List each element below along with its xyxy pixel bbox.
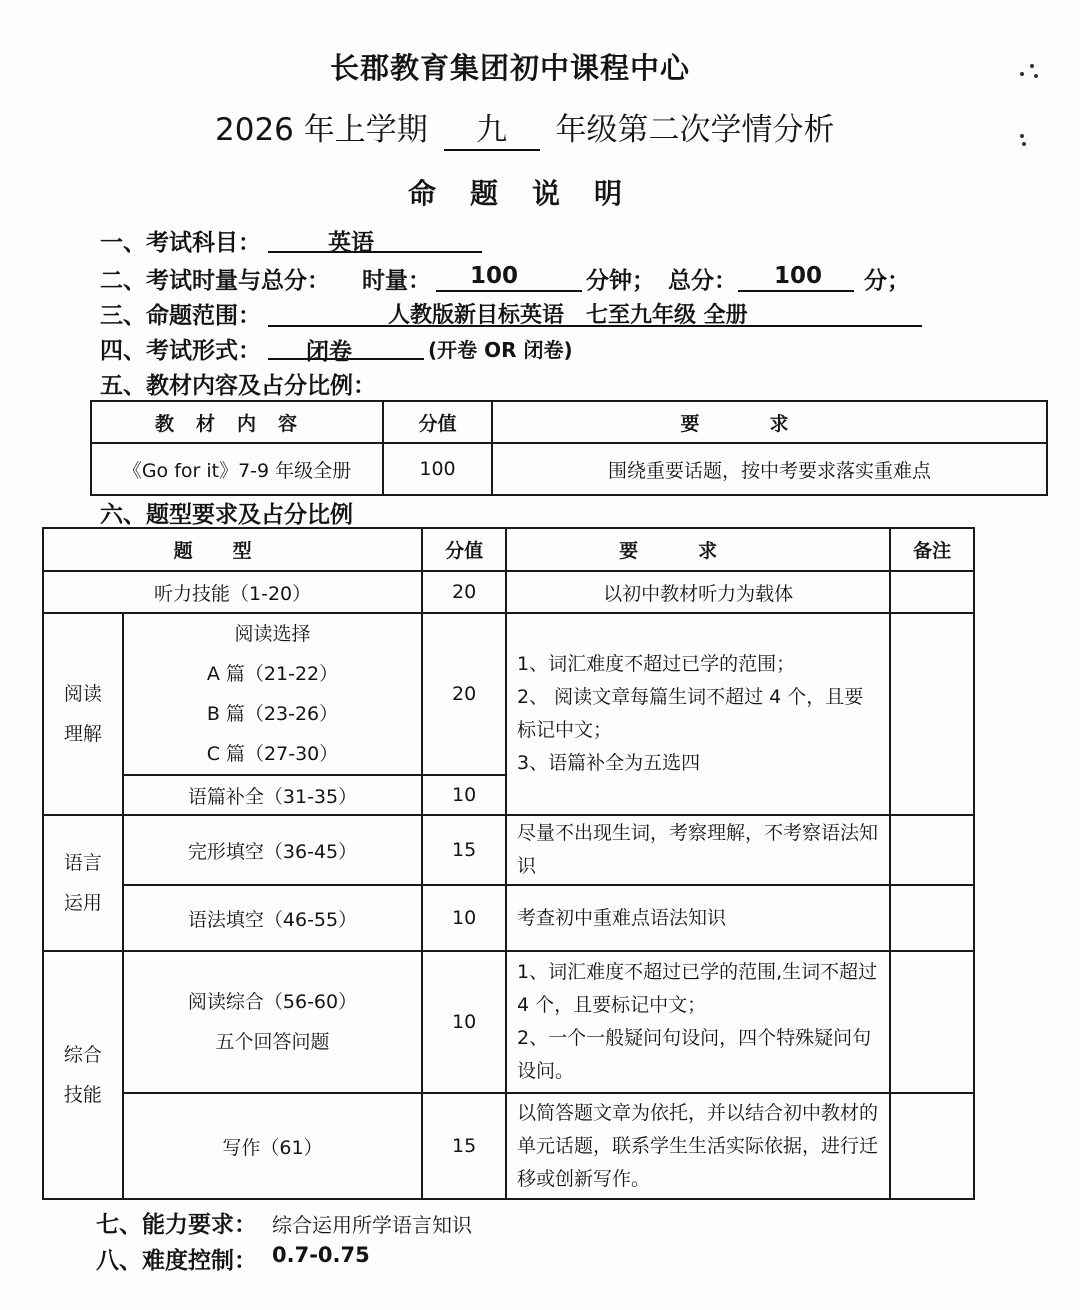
- reading-requirement: [506, 613, 890, 815]
- scan-speck: [1018, 62, 1044, 80]
- difficulty-label: 八、难度控制：: [96, 1248, 257, 1274]
- th-score: 分值: [383, 401, 492, 443]
- reading-choice-cell: [123, 613, 422, 775]
- scope-value: 人教版新目标英语 七至九年级 全册: [388, 303, 748, 328]
- reading-req-1: 1、词汇难度不超过已学的范围；: [517, 653, 796, 675]
- reading-choice-title: 阅读选择: [234, 623, 311, 645]
- integrated-reading-line1: 阅读综合（56-60）: [187, 991, 358, 1013]
- score-underline: [738, 290, 854, 292]
- reading-group-line1: 阅读: [63, 683, 102, 705]
- cloze-score: 15: [422, 815, 506, 885]
- time-value: 100: [470, 263, 519, 289]
- reading-req-3: 3、语篇补全为五选四: [517, 752, 701, 774]
- textbook-name: 《Go for it》7-9 年级全册: [91, 443, 383, 495]
- score-unit: 分；: [864, 268, 910, 294]
- subject-value: 英语: [328, 230, 374, 256]
- integrated-reading-score: 10: [422, 951, 506, 1093]
- term-prefix: 2026 年上学期: [215, 112, 428, 148]
- scope-label: 三、命题范围：: [100, 303, 261, 329]
- time-unit: 分钟；: [586, 268, 655, 294]
- org-title: 长郡教育集团初中课程中心: [329, 51, 690, 85]
- grammar-type: 语法填空（46-55）: [123, 885, 422, 951]
- grammar-requirement: 考查初中重难点语法知识: [506, 885, 890, 951]
- time-underline: [436, 290, 582, 292]
- writing-score: 15: [422, 1093, 506, 1199]
- listening-score: 20: [422, 571, 506, 613]
- th-score: 分值: [422, 528, 506, 571]
- cloze-remark: [890, 815, 974, 885]
- listening-remark: [890, 571, 974, 613]
- integrated-group-line2: 技能: [63, 1084, 102, 1106]
- subject-underline: [268, 251, 482, 253]
- integrated-reading-requirement: [506, 951, 890, 1093]
- language-group-line2: 运用: [63, 892, 102, 914]
- question-type-label: 六、题型要求及占分比例: [100, 502, 353, 528]
- grammar-score: 10: [422, 885, 506, 951]
- time-label: 时量：: [362, 268, 431, 294]
- integrated-reading-type: [123, 951, 422, 1093]
- reading-b: B 篇（23-26）: [206, 703, 339, 725]
- cloze-requirement: 尽量不出现生词，考察理解，不考察语法知识: [506, 815, 890, 885]
- th-type: 题型: [43, 528, 422, 571]
- integrated-group-line1: 综合: [63, 1044, 102, 1066]
- writing-type: 写作（61）: [123, 1093, 422, 1199]
- writing-remark: [890, 1093, 974, 1199]
- reading-req-2: 2、 阅读文章每篇生词不超过 4 个，且要标记中文；: [517, 686, 864, 741]
- reading-group: [43, 613, 123, 815]
- textbook-label: 五、教材内容及占分比例：: [100, 373, 376, 399]
- scan-speck: [1018, 132, 1032, 148]
- integrated-req-2: 2、一个一般疑问句设问，四个特殊疑问句设问。: [517, 1027, 872, 1082]
- integrated-req-1: 1、词汇难度不超过已学的范围,生词不超过 4 个，且要标记中文；: [517, 961, 878, 1016]
- score-value: 100: [774, 263, 823, 289]
- completion-type: 语篇补全（31-35）: [123, 775, 422, 815]
- question-type-table: [42, 527, 975, 1200]
- integrated-reading-line2: 五个回答问题: [215, 1031, 330, 1053]
- reading-choice-score: 20: [422, 613, 506, 775]
- grade-value: 九: [444, 104, 540, 151]
- reading-a: A 篇（21-22）: [206, 663, 339, 685]
- format-note: (开卷 OR 闭卷): [428, 338, 573, 362]
- ability-value: 综合运用所学语言知识: [272, 1213, 472, 1237]
- completion-score: 10: [422, 775, 506, 815]
- term-suffix: 年级第二次学情分析: [555, 112, 835, 148]
- score-label: 总分：: [668, 268, 737, 294]
- reading-c: C 篇（27-30）: [206, 743, 339, 765]
- duration-label: 二、考试时量与总分：: [100, 268, 330, 294]
- textbook-table: [90, 400, 1048, 496]
- format-label: 四、考试形式：: [100, 338, 261, 364]
- th-requirement: 要求: [506, 528, 890, 571]
- reading-group-line2: 理解: [63, 723, 102, 745]
- th-remark: 备注: [890, 528, 974, 571]
- integrated-reading-remark: [890, 951, 974, 1093]
- grammar-remark: [890, 885, 974, 951]
- listening-requirement: 以初中教材听力为载体: [506, 571, 890, 613]
- format-value: 闭卷: [306, 339, 352, 365]
- writing-requirement: 以简答题文章为依托，并以结合初中教材的单元话题，联系学生生活实际依据，进行迁移或创新写作。: [506, 1093, 890, 1199]
- exam-title: [215, 104, 834, 151]
- textbook-score: 100: [383, 443, 492, 495]
- integrated-group: [43, 951, 123, 1199]
- ability-label: 七、能力要求：: [96, 1212, 257, 1238]
- difficulty-value: 0.7-0.75: [272, 1243, 370, 1267]
- cloze-type: 完形填空（36-45）: [123, 815, 422, 885]
- language-group: [43, 815, 123, 951]
- language-group-line1: 语言: [63, 852, 102, 874]
- th-content: 教材内容: [91, 401, 383, 443]
- reading-remark: [890, 613, 974, 815]
- listening-type: 听力技能（1-20）: [43, 571, 422, 613]
- textbook-requirement: 围绕重要话题，按中考要求落实重难点: [492, 443, 1047, 495]
- th-requirement: 要求: [492, 401, 1047, 443]
- subject-label: 一、考试科目：: [100, 230, 261, 256]
- doc-title: 命题说明: [408, 177, 657, 210]
